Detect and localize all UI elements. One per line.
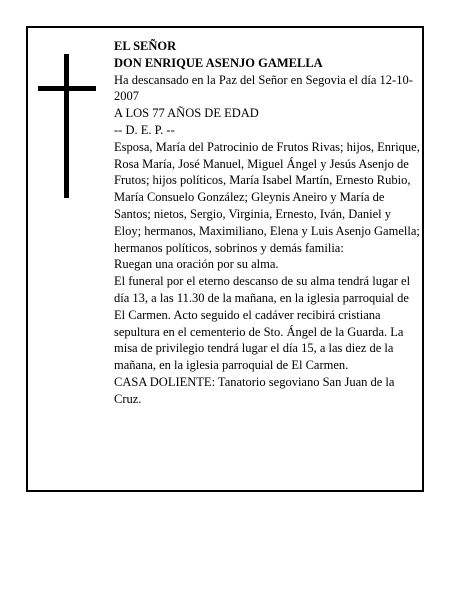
obituary-title: EL SEÑOR [114, 39, 177, 53]
prayer-request: Ruegan una oración por su alma. [114, 257, 279, 272]
rest-in-peace: -- D. E. P. -- [114, 122, 175, 137]
cross-icon [38, 54, 96, 198]
cross-vertical-bar [64, 54, 69, 198]
funeral-details: El funeral por el eterno descanso de su alma tendrá lugar el día 13, a las 11.30 de la mañana, en la iglesia parroquial de El Carmen. Acto seguido el cadáver recibirá cristiana sepultura en el cementerio de Sto. Ángel de la Guarda. La misa de privilegio tendrá lugar el día 15, a las diez de la mañana, en la iglesia parroquial de El Carmen. [114, 274, 411, 373]
deceased-name: DON ENRIQUE ASENJO GAMELLA [114, 55, 323, 70]
mourning-house: CASA DOLIENTE: Tanatorio segoviano San Juan de la Cruz. [114, 374, 395, 406]
family-list: Esposa, María del Patrocinio de Frutos Rivas; hijos, Enrique, Rosa María, José Manuel, Miguel Ángel y Jesús Asenjo de Frutos; hijos políticos, María Isabel Martín, Ernesto Rubio, María Consuelo González; Gleynis Aneiro y María de Santos; nietos, Sergio, Virginia, Ernesto, Iván, Daniel y Eloy; hermanos, Maximiliano, Elena y Luis Asenjo Gamella; hermanos políticos, sobrinos y demás familia: [114, 139, 420, 255]
obituary-text [114, 38, 420, 408]
cross-horizontal-bar [38, 86, 96, 91]
death-statement: Ha descansado en la Paz del Señor en Segovia el día 12-10-2007 [114, 72, 413, 104]
age-statement: A LOS 77 AÑOS DE EDAD [114, 106, 259, 121]
